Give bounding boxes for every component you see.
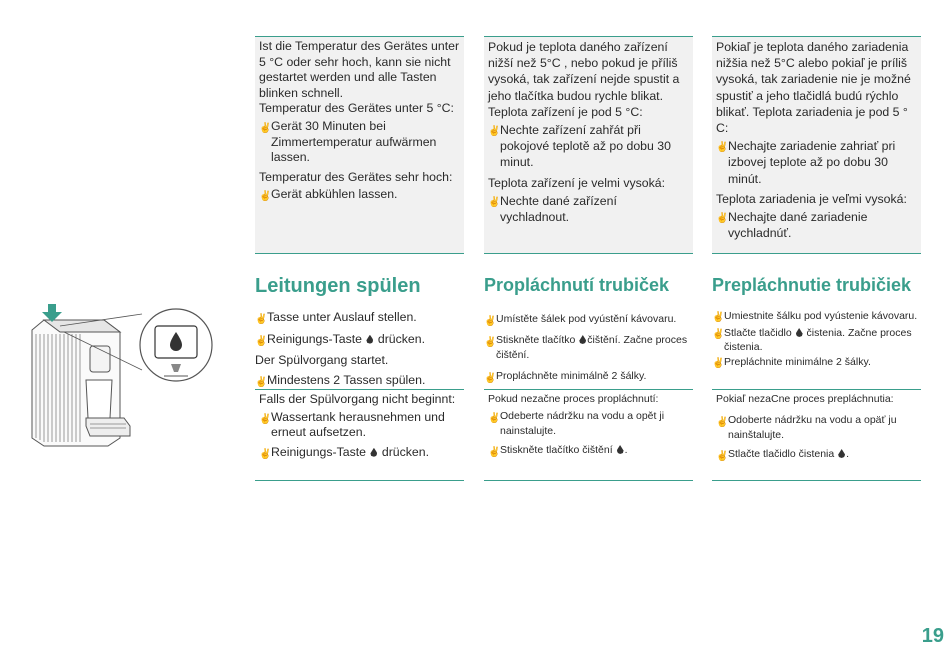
- de-fail-label: Falls der Spülvorgang nicht beginnt:: [259, 392, 456, 406]
- bullet-icon: ✌: [716, 451, 729, 462]
- bullet-icon: ✌: [255, 335, 268, 347]
- de-fail-box: [255, 389, 464, 481]
- cs-temperature-box: [484, 36, 693, 254]
- bullet-icon: ✌: [488, 447, 501, 458]
- list-item: ✌ Nechajte dané zariadenie vychladnúť.: [716, 210, 868, 241]
- list-item: ✌ Nechte dané zařízení vychladnout.: [488, 193, 617, 225]
- de-hot-label: Temperatur des Gerätes sehr hoch:: [259, 169, 453, 184]
- de-temperature-box: [255, 36, 464, 254]
- bullet-icon: ✌: [716, 213, 729, 225]
- list-item: ✌ Stiskněte tlačítko čištění. Začne proces čištění.: [484, 334, 688, 361]
- list-item: ✌ Propláchněte minimálně 2 šálky.: [484, 370, 647, 384]
- cs-heading: Propláchnutí trubiček: [484, 275, 670, 295]
- bullet-icon: ✌: [712, 329, 725, 340]
- sk-heading: Prepláchnutie trubičiek: [712, 275, 912, 295]
- list-item: ✌ Mindestens 2 Tassen spülen.: [255, 373, 464, 391]
- sk-hot-label: Teplota zariadenia je veľmi vysoká:: [716, 191, 907, 206]
- bullet-icon: ✌: [259, 448, 272, 460]
- list-item: ✌ Reinigungs-Taste drücken.: [259, 445, 460, 463]
- coffee-machine-illustration: [24, 300, 214, 450]
- list-item: ✌ Stlačte tlačidlo čistenia .: [716, 448, 850, 462]
- water-drop-icon: [579, 335, 586, 344]
- sk-fail-label: Pokiaľ nezaCne proces prepláchnutia:: [716, 393, 894, 405]
- water-drop-icon: [370, 448, 377, 457]
- list-item: ✌ Tasse unter Auslauf stellen.: [255, 310, 464, 328]
- list-item: ✌ Umístěte šálek pod vyústění kávovaru.: [484, 313, 677, 327]
- sk-fail-box: [712, 389, 921, 481]
- bullet-icon: ✌: [484, 316, 497, 327]
- list-item: ✌ Nechte zařízení zahřát při pokojové teplotě až po dobu 30 minut.: [488, 123, 671, 170]
- bullet-icon: ✌: [712, 358, 725, 369]
- de-heading: Leitungen spülen: [255, 275, 421, 297]
- de-intro: Ist die Temperatur des Gerätes unter 5 °C oder sehr hoch, kann sie nicht gestartet werden und alle Tasten blinken schnell.: [259, 39, 460, 100]
- bullet-icon: ✌: [259, 122, 272, 134]
- bullet-icon: ✌: [716, 142, 729, 154]
- list-item: ✌ Stlačte tlačidlo čistenia. Začne proces čistenia.: [712, 327, 912, 353]
- sk-temperature-box: [712, 36, 921, 254]
- water-drop-icon: [796, 328, 803, 337]
- sk-steps: [712, 308, 921, 372]
- list-item: ✌ Wassertank herausnehmen und erneut aufsetzen.: [259, 409, 445, 440]
- bullet-icon: ✌: [255, 314, 268, 325]
- cs-cold-label: Teplota zařízení je pod 5 °C:: [488, 104, 643, 119]
- cs-hot-label: Teplota zařízení je velmi vysoká:: [488, 175, 666, 190]
- coffee-machine-icon: [32, 320, 130, 446]
- sk-intro: Pokiaľ je teplota daného zariadenia nižšia než 5°C alebo pokiaľ je príliš vysoká, tak zariadenie nie je možné spustiť a jeho tlačidlá budú rýchlo blikať. Teplota zariadenia je pod 5 ° C:: [716, 40, 911, 136]
- de-note: Der Spülvorgang startet.: [255, 353, 389, 368]
- list-item: ✌ Prepláchnite minimálne 2 šálky.: [712, 356, 871, 369]
- bullet-icon: ✌: [712, 312, 725, 323]
- bullet-icon: ✌: [484, 337, 497, 348]
- list-item: ✌ Stiskněte tlačítko čištění .: [488, 444, 628, 458]
- water-drop-icon: [617, 445, 624, 454]
- de-steps: [255, 308, 464, 394]
- water-drop-icon: [366, 335, 373, 344]
- bullet-icon: ✌: [488, 126, 501, 138]
- list-item: ✌ Gerät abkühlen lassen.: [259, 187, 460, 205]
- water-drop-icon: [838, 449, 845, 458]
- bullet-icon: ✌: [716, 417, 729, 428]
- bullet-icon: ✌: [255, 376, 268, 388]
- bullet-icon: ✌: [259, 191, 272, 203]
- page-number: 19: [921, 625, 944, 647]
- list-item: ✌ Odeberte nádržku na vodu a opět ji nainstalujte.: [488, 410, 665, 437]
- cs-fail-box: [484, 389, 693, 481]
- cs-steps: [484, 310, 693, 390]
- cleaning-button-zoom: [140, 309, 212, 381]
- bullet-icon: ✌: [484, 373, 497, 384]
- de-cold-label: Temperatur des Gerätes unter 5 °C:: [259, 101, 454, 116]
- list-item: ✌ Gerät 30 Minuten bei Zimmertemperatur aufwärmen lassen.: [259, 118, 437, 165]
- list-item: ✌ Nechajte zariadenie zahriať pri izbovej teplote až po dobu 30 minút.: [716, 139, 896, 186]
- bullet-icon: ✌: [488, 413, 501, 424]
- cs-intro: Pokud je teplota daného zařízení nižší než 5°C , nebo pokud je příliš vysoká, tak zařízení nejde spustit a jeho tlačítka budou rychle blikat.: [488, 40, 680, 103]
- list-item: ✌ Odoberte nádržku na vodu a opäť ju nainštalujte.: [716, 414, 897, 441]
- bullet-icon: ✌: [488, 196, 501, 208]
- bullet-icon: ✌: [259, 413, 272, 425]
- list-item: ✌ Reinigungs-Taste drücken.: [255, 332, 464, 350]
- list-item: ✌ Umiestnite šálku pod vyústenie kávovaru.: [712, 310, 918, 323]
- arrow-down-icon: [42, 304, 62, 322]
- cs-fail-label: Pokud nezačne proces propláchnutí:: [488, 393, 659, 405]
